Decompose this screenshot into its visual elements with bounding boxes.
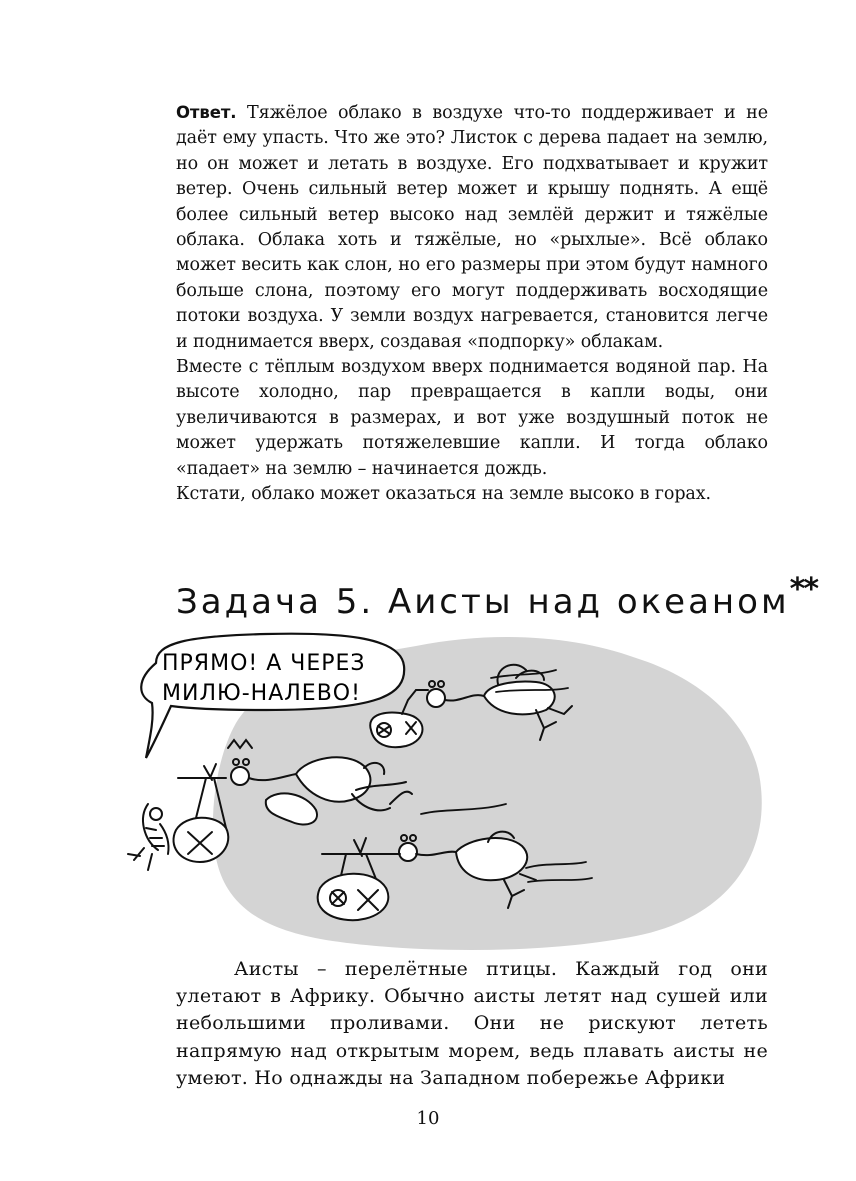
page-number: 10: [416, 1108, 440, 1129]
task-paragraph-1: Аисты – перелётные птицы. Каждый год они улетают в Африку. Обычно аисты летят над сушей или небольшими проливами. Они не рискуют лететь напрямую над открытым морем, ведь плавать аисты не умеют. Но однажды на Западном побережье Африки: [176, 958, 768, 1089]
answer-paragraph-3: Кстати, облако может оказаться на земле высоко в горах.: [176, 484, 711, 505]
difficulty-stars: **: [789, 572, 818, 607]
task-title: Задача 5. Аисты над океаном: [176, 582, 790, 622]
speech-text-line-2: МИЛЮ-НАЛЕВО!: [162, 681, 361, 706]
task-body: [176, 956, 768, 1092]
carried-bundle-left: [128, 778, 228, 870]
storks-over-ocean-illustration: [116, 618, 776, 958]
answer-paragraph-1-text: Тяжёлое облако в воздухе что-то поддерживает и не даёт ему упасть. Что же это? Листок с дерева падает на землю, но он может и летать в воздухе. Его подхватывает и кружит ветер. Очень сильный ветер может и крышу поднять. А ещё более сильный ветер высоко над землёй держит и тяжёлые облака. Облака хоть и тяжёлые, но «рыхлые». Всё облако может весить как слон, но его размеры при этом будут намного больше слона, поэтому его могут поддерживать восходящие потоки воздуха. У земли воздух нагревается, становится легче и поднимается вверх, создавая «подпорку» облакам.: [176, 103, 768, 352]
speech-text-line-1: ПРЯМО! А ЧЕРЕЗ: [162, 651, 366, 676]
answer-paragraph-2: Вместе с тёплым воздухом вверх поднимается водяной пар. На высоте холодно, пар превращается в капли воды, они увеличиваются в размерах, и вот уже воздушный поток не может удержать потяжелевшие капли. И тогда облако «падает» на землю – начинается дождь.: [176, 357, 768, 479]
answer-paragraph-1: [176, 100, 768, 355]
answer-section: [176, 100, 768, 508]
answer-label: Ответ.: [176, 103, 237, 122]
